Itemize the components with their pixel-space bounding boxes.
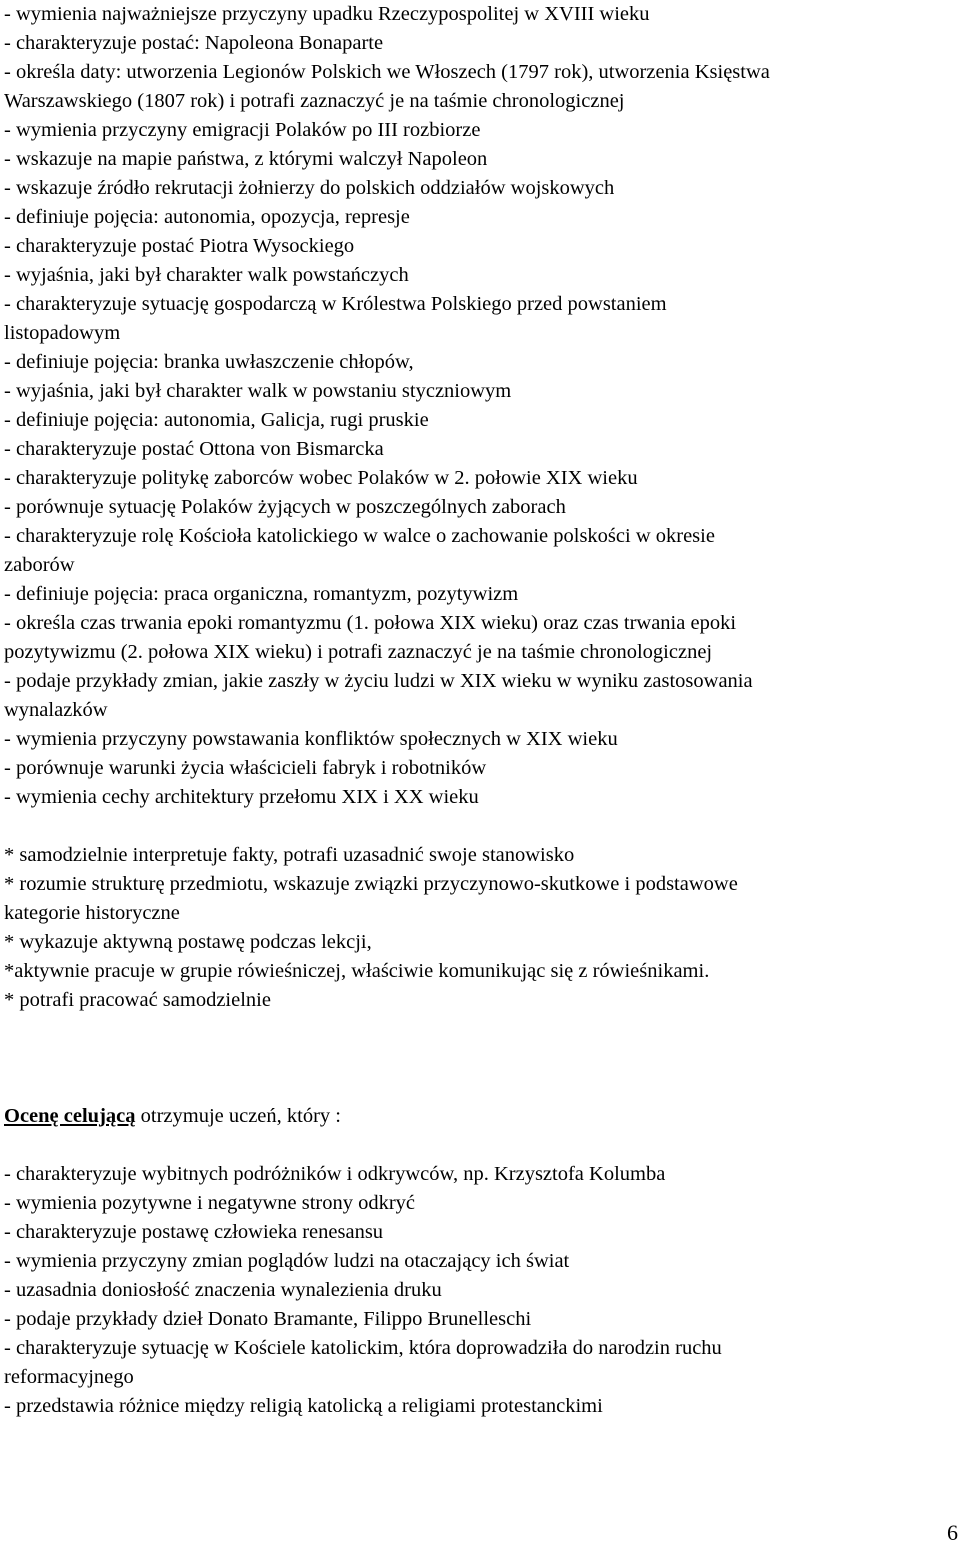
list-line: - wymienia cechy architektury przełomu XIX i XX wieku bbox=[4, 786, 479, 808]
list-line: - uzasadnia doniosłość znaczenia wynalezienia druku bbox=[4, 1279, 442, 1301]
list-line: - wymienia przyczyny emigracji Polaków po III rozbiorze bbox=[4, 119, 481, 141]
list-line: - określa czas trwania epoki romantyzmu (1. połowa XIX wieku) oraz czas trwania epoki bbox=[4, 612, 737, 634]
list-line: - przedstawia różnice między religią katolicką a religiami protestanckimi bbox=[4, 1395, 603, 1417]
list-line: Warszawskiego (1807 rok) i potrafi zaznaczyć je na taśmie chronologicznej bbox=[4, 90, 625, 112]
celujaca-requirements-list bbox=[4, 1160, 722, 1421]
list-line: - wyjaśnia, jaki był charakter walk w powstaniu styczniowym bbox=[4, 380, 512, 402]
list-line: - podaje przykłady dzieł Donato Bramante, Filippo Brunelleschi bbox=[4, 1308, 532, 1330]
requirements-list bbox=[4, 0, 770, 812]
heading-grade: Ocenę celującą bbox=[4, 1105, 136, 1127]
section-heading bbox=[4, 1102, 341, 1131]
list-line: - definiuje pojęcia: autonomia, Galicja, rugi pruskie bbox=[4, 409, 429, 431]
list-line: - wymienia najważniejsze przyczyny upadku Rzeczypospolitej w XVIII wieku bbox=[4, 3, 650, 25]
list-line: kategorie historyczne bbox=[4, 902, 180, 924]
heading-rest: otrzymuje uczeń, który : bbox=[135, 1105, 342, 1127]
list-line: - wskazuje na mapie państwa, z którymi walczył Napoleon bbox=[4, 148, 488, 170]
list-line: - charakteryzuje sytuację gospodarczą w Królestwa Polskiego przed powstaniem bbox=[4, 293, 667, 315]
list-line: - definiuje pojęcia: praca organiczna, romantyzm, pozytywizm bbox=[4, 583, 519, 605]
list-line: - wymienia przyczyny powstawania konfliktów społecznych w XIX wieku bbox=[4, 728, 618, 750]
list-line: * wykazuje aktywną postawę podczas lekcji, bbox=[4, 931, 372, 953]
list-line: - określa daty: utworzenia Legionów Polskich we Włoszech (1797 rok), utworzenia Księstwa bbox=[4, 61, 770, 83]
list-line: - charakteryzuje wybitnych podróżników i odkrywców, np. Krzysztofa Kolumba bbox=[4, 1163, 666, 1185]
list-line: - wymienia przyczyny zmian poglądów ludzi na otaczający ich świat bbox=[4, 1250, 570, 1272]
list-line: - definiuje pojęcia: autonomia, opozycja, represje bbox=[4, 206, 410, 228]
list-line: - wskazuje źródło rekrutacji żołnierzy do polskich oddziałów wojskowych bbox=[4, 177, 615, 199]
attitude-list bbox=[4, 841, 738, 1015]
page-number: 6 bbox=[947, 1520, 958, 1545]
list-line: - charakteryzuje sytuację w Kościele katolickim, która doprowadziła do narodzin ruchu bbox=[4, 1337, 722, 1359]
list-line: - porównuje warunki życia właścicieli fabryk i robotników bbox=[4, 757, 487, 779]
list-line: - podaje przykłady zmian, jakie zaszły w życiu ludzi w XIX wieku w wyniku zastosowania bbox=[4, 670, 753, 692]
list-line: * rozumie strukturę przedmiotu, wskazuje związki przyczynowo-skutkowe i podstawowe bbox=[4, 873, 738, 895]
list-line: * samodzielnie interpretuje fakty, potrafi uzasadnić swoje stanowisko bbox=[4, 844, 575, 866]
list-line: - charakteryzuje postać Ottona von Bismarcka bbox=[4, 438, 384, 460]
list-line: - charakteryzuje postać Piotra Wysockiego bbox=[4, 235, 355, 257]
list-line: - wymienia pozytywne i negatywne strony odkryć bbox=[4, 1192, 416, 1214]
list-line: listopadowym bbox=[4, 322, 121, 344]
list-line: reformacyjnego bbox=[4, 1366, 134, 1388]
list-line: pozytywizmu (2. połowa XIX wieku) i potrafi zaznaczyć je na taśmie chronologicznej bbox=[4, 641, 713, 663]
list-line: - definiuje pojęcia: branka uwłaszczenie chłopów, bbox=[4, 351, 414, 373]
list-line: - charakteryzuje politykę zaborców wobec Polaków w 2. połowie XIX wieku bbox=[4, 467, 638, 489]
list-line: - porównuje sytuację Polaków żyjących w poszczególnych zaborach bbox=[4, 496, 566, 518]
list-line: - charakteryzuje postać: Napoleona Bonaparte bbox=[4, 32, 384, 54]
list-line: - wyjaśnia, jaki był charakter walk powstańczych bbox=[4, 264, 409, 286]
list-line: * potrafi pracować samodzielnie bbox=[4, 989, 271, 1011]
list-line: zaborów bbox=[4, 554, 75, 576]
list-line: - charakteryzuje rolę Kościoła katolickiego w walce o zachowanie polskości w okresie bbox=[4, 525, 715, 547]
list-line: - charakteryzuje postawę człowieka renesansu bbox=[4, 1221, 384, 1243]
list-line: *aktywnie pracuje w grupie rówieśniczej, właściwie komunikując się z rówieśnikami. bbox=[4, 960, 710, 982]
list-line: wynalazków bbox=[4, 699, 108, 721]
